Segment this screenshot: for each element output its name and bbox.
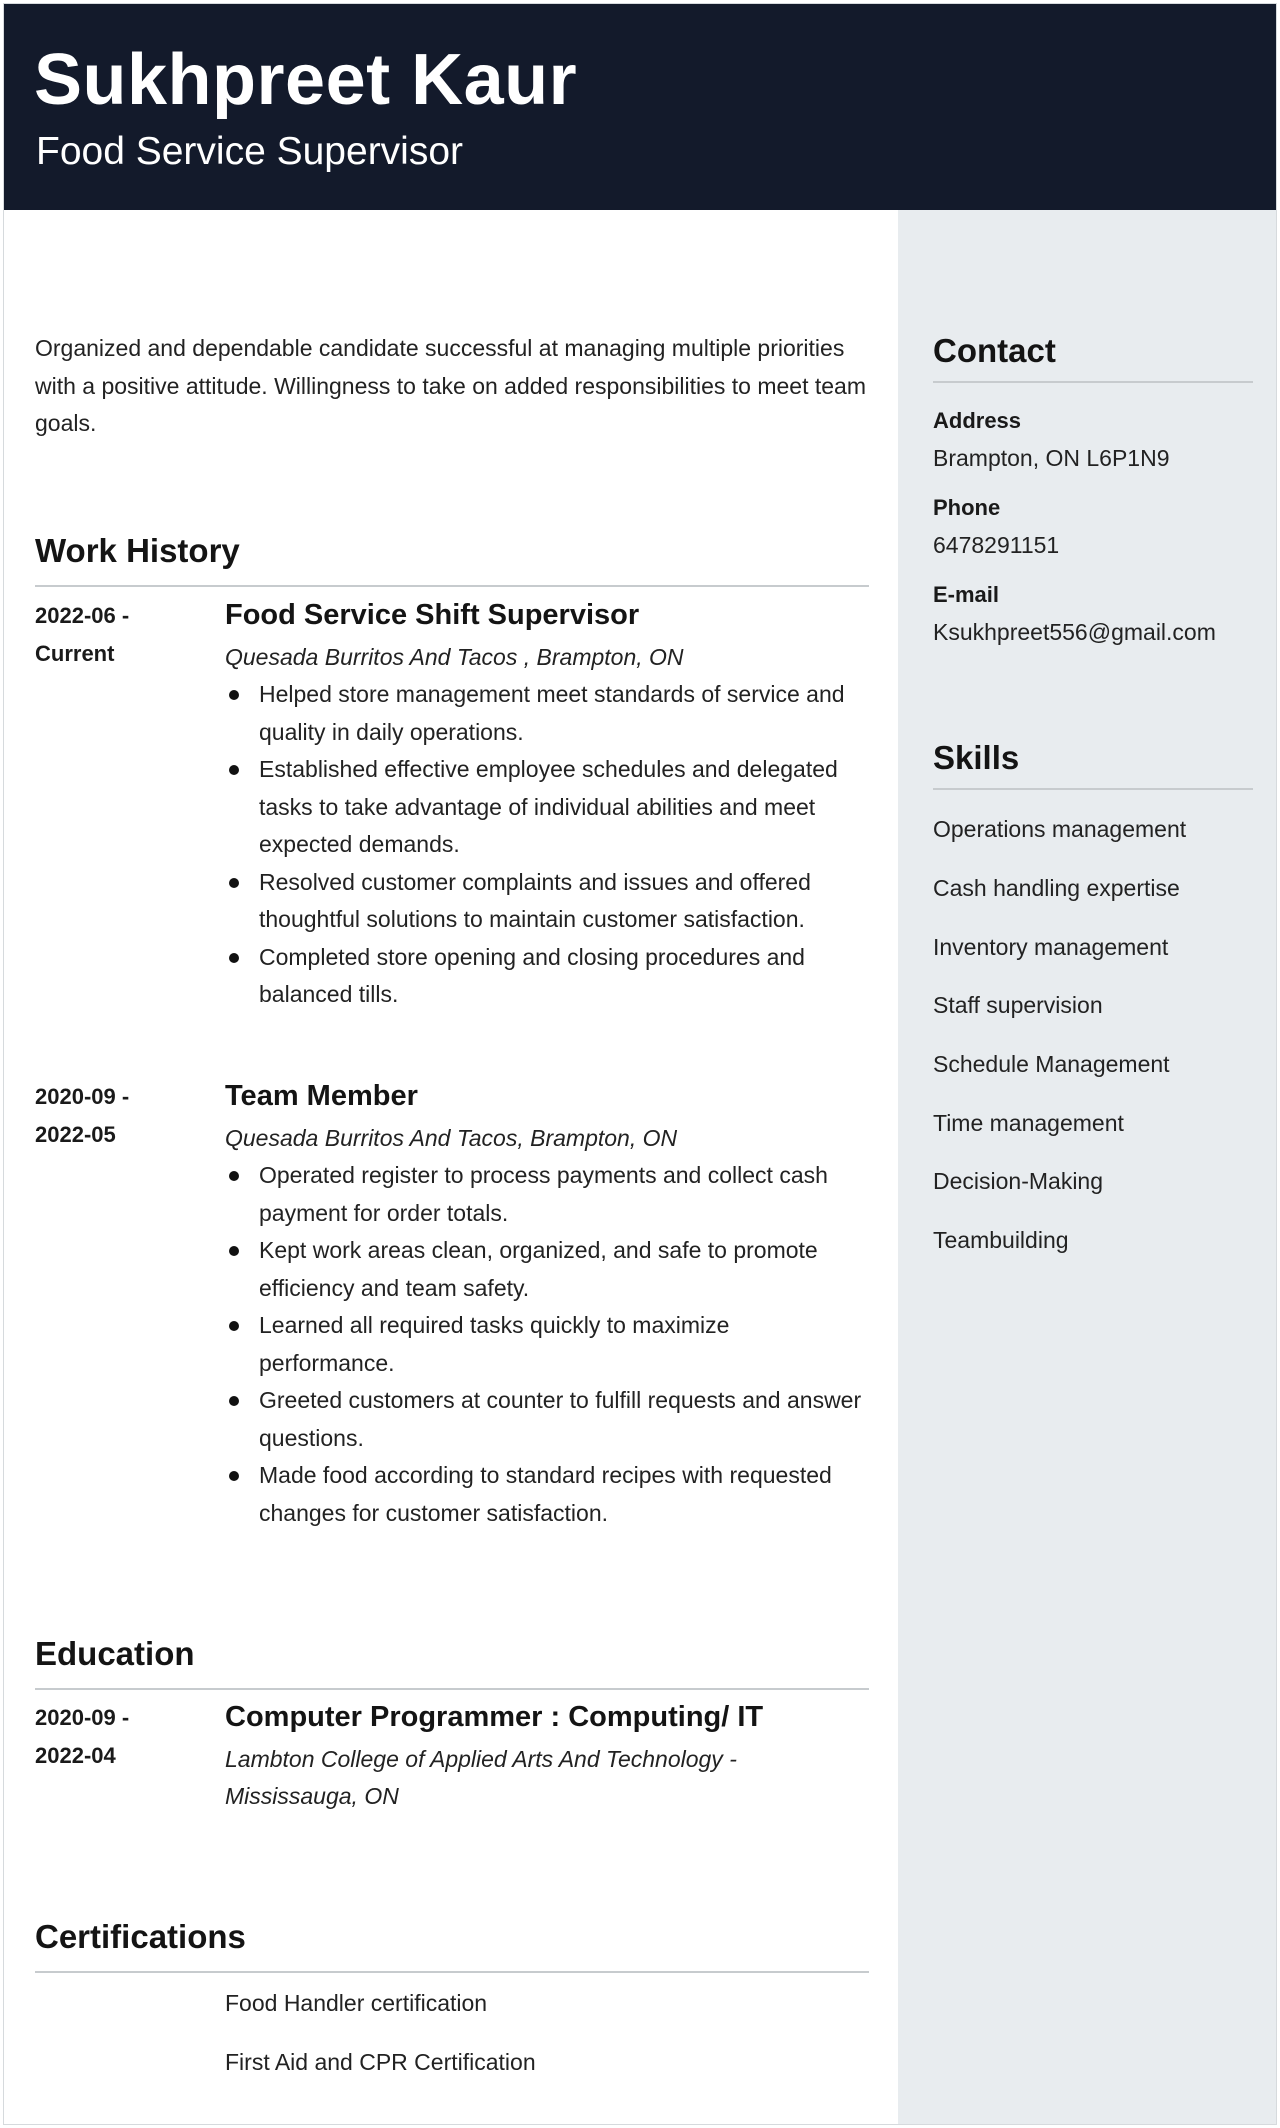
contact-heading: Contact <box>933 334 1253 383</box>
bullet-icon <box>229 690 239 700</box>
address-label: Address <box>933 408 1022 433</box>
list-item <box>225 864 865 939</box>
list-item <box>225 1382 865 1457</box>
email-value: Ksukhpreet556@gmail.com <box>933 619 1216 645</box>
bullet-icon <box>229 1321 239 1331</box>
list-item <box>225 676 865 751</box>
candidate-title: Food Service Supervisor <box>36 130 464 173</box>
certification-item: Food Handler certification <box>225 1990 488 2016</box>
job-employer: Quesada Burritos And Tacos , Brampton, ON <box>225 643 684 670</box>
bullet-icon <box>229 1471 239 1481</box>
resume-header <box>4 4 1277 210</box>
job-duties <box>225 676 865 1014</box>
certification-item: First Aid and CPR Certification <box>225 2049 536 2075</box>
date-start: 2020-09 - <box>35 1084 130 1109</box>
address-value: Brampton, ON L6P1N9 <box>933 445 1170 471</box>
list-item <box>225 1307 865 1382</box>
duty-text: Established effective employee schedules and delegated tasks to take advantage of individual abilities and meet expected demands. <box>259 756 838 857</box>
degree-title: Computer Programmer : Computing/ IT <box>225 1701 764 1733</box>
bullet-icon <box>229 765 239 775</box>
skill-item: Teambuilding <box>933 1227 1069 1253</box>
education-dates <box>35 1699 195 1774</box>
phone-label: Phone <box>933 495 1001 520</box>
job-title: Team Member <box>225 1080 418 1112</box>
education-details <box>225 1699 865 1816</box>
duty-text: Helped store management meet standards of service and quality in daily operations. <box>259 681 845 745</box>
skill-item: Cash handling expertise <box>933 875 1180 901</box>
sidebar <box>898 210 1277 2125</box>
professional-summary: Organized and dependable candidate successful at managing multiple priorities with a positive attitude. Willingness to take on added responsibilities to meet team goals. <box>35 335 866 436</box>
date-start: 2022-06 - <box>35 603 130 628</box>
duty-text: Made food according to standard recipes with requested changes for customer satisfaction. <box>259 1462 832 1526</box>
education-heading: Education <box>35 1637 869 1690</box>
job-duties <box>225 1157 865 1532</box>
skill-item: Inventory management <box>933 934 1169 960</box>
skill-item: Time management <box>933 1110 1124 1136</box>
list-item <box>225 751 865 864</box>
bullet-icon <box>229 953 239 963</box>
job-title: Food Service Shift Supervisor <box>225 599 640 631</box>
skill-item: Decision-Making <box>933 1168 1104 1194</box>
work-details <box>225 597 865 1014</box>
work-history-heading: Work History <box>35 534 869 587</box>
date-end: 2022-04 <box>35 1742 116 1768</box>
certifications-heading: Certifications <box>35 1920 869 1973</box>
date-end: Current <box>35 640 115 666</box>
duty-text: Kept work areas clean, organized, and safe to promote efficiency and team safety. <box>259 1237 818 1301</box>
list-item <box>225 1232 865 1307</box>
duty-text: Resolved customer complaints and issues and offered thoughtful solutions to maintain customer satisfaction. <box>259 868 811 932</box>
bullet-icon <box>229 1246 239 1256</box>
resume-page <box>3 3 1277 2125</box>
duty-text: Greeted customers at counter to fulfill requests and answer questions. <box>259 1387 862 1451</box>
list-item <box>225 1457 865 1532</box>
email-label: E-mail <box>933 582 1000 607</box>
skills-heading: Skills <box>933 741 1253 790</box>
duty-text: Completed store opening and closing procedures and balanced tills. <box>259 943 805 1007</box>
skill-item: Staff supervision <box>933 992 1103 1018</box>
work-details <box>225 1078 865 1532</box>
work-dates <box>35 1078 195 1153</box>
bullet-icon <box>229 878 239 888</box>
work-dates <box>35 597 195 672</box>
job-employer: Quesada Burritos And Tacos, Brampton, ON <box>225 1124 678 1151</box>
institution: Lambton College of Applied Arts And Technology - Mississauga, ON <box>225 1745 737 1809</box>
bullet-icon <box>229 1396 239 1406</box>
list-item <box>225 939 865 1014</box>
skill-item: Operations management <box>933 816 1187 842</box>
list-item <box>225 1157 865 1232</box>
phone-value: 6478291151 <box>933 532 1060 558</box>
candidate-name: Sukhpreet Kaur <box>34 40 578 120</box>
duty-text: Learned all required tasks quickly to maximize performance. <box>259 1312 730 1376</box>
skill-item: Schedule Management <box>933 1051 1170 1077</box>
date-start: 2020-09 - <box>35 1705 130 1730</box>
date-end: 2022-05 <box>35 1121 116 1147</box>
duty-text: Operated register to process payments and collect cash payment for order totals. <box>259 1162 828 1226</box>
bullet-icon <box>229 1171 239 1181</box>
